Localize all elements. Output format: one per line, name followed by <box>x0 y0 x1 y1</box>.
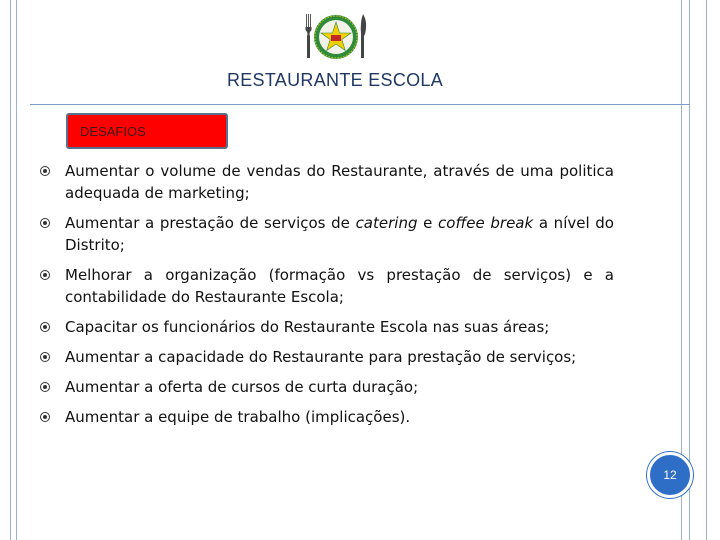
list-item-text-middle: e <box>417 214 439 232</box>
section-tab <box>66 113 228 149</box>
list-item-text: Aumentar a oferta de cursos de curta duração; <box>65 378 419 396</box>
bullet-icon <box>40 412 50 422</box>
left-border-line <box>10 0 11 540</box>
list-item <box>40 406 614 428</box>
bullet-icon <box>40 270 50 280</box>
list-item <box>40 346 614 368</box>
challenges-list <box>40 160 614 436</box>
knife-icon <box>361 14 366 58</box>
list-item-emphasis-coffee-break: coffee break <box>438 214 534 232</box>
list-item <box>40 376 614 398</box>
list-item-emphasis-catering: catering <box>355 214 418 232</box>
restaurant-school-logo <box>300 10 372 64</box>
list-item-text-end: a nível do Distrito; <box>65 214 614 254</box>
list-item-text-start: Aumentar a prestação de serviços de <box>65 214 356 232</box>
list-item <box>40 160 614 204</box>
list-item-text: Aumentar a equipe de trabalho (implicações). <box>65 408 411 426</box>
bullet-icon <box>40 166 50 176</box>
page-number: 12 <box>663 468 677 482</box>
section-tab-label: DESAFIOS <box>80 124 146 139</box>
bullet-icon <box>40 322 50 332</box>
bullet-icon <box>40 352 50 362</box>
list-item <box>40 212 614 256</box>
list-item-text: Aumentar a capacidade do Restaurante para prestação de serviços; <box>65 348 577 366</box>
fork-icon <box>306 14 312 58</box>
list-item <box>40 264 614 308</box>
bullet-icon <box>40 382 50 392</box>
right-border-line <box>689 0 690 540</box>
page-title: RESTAURANTE ESCOLA <box>226 70 444 90</box>
list-item-text: Capacitar os funcionários do Restaurante Escola nas suas áreas; <box>65 318 550 336</box>
title-divider <box>30 104 690 105</box>
bullet-icon <box>40 218 50 228</box>
right-border-line <box>706 0 707 540</box>
left-border-line <box>16 0 17 540</box>
list-item <box>40 316 614 338</box>
list-item-text: Aumentar o volume de vendas do Restaurante, através de uma politica adequada de marketing; <box>65 162 614 202</box>
page-number-badge <box>647 452 693 498</box>
list-item-text: Melhorar a organização (formação vs prestação de serviços) e a contabilidade do Restaurante Escola; <box>65 266 614 306</box>
